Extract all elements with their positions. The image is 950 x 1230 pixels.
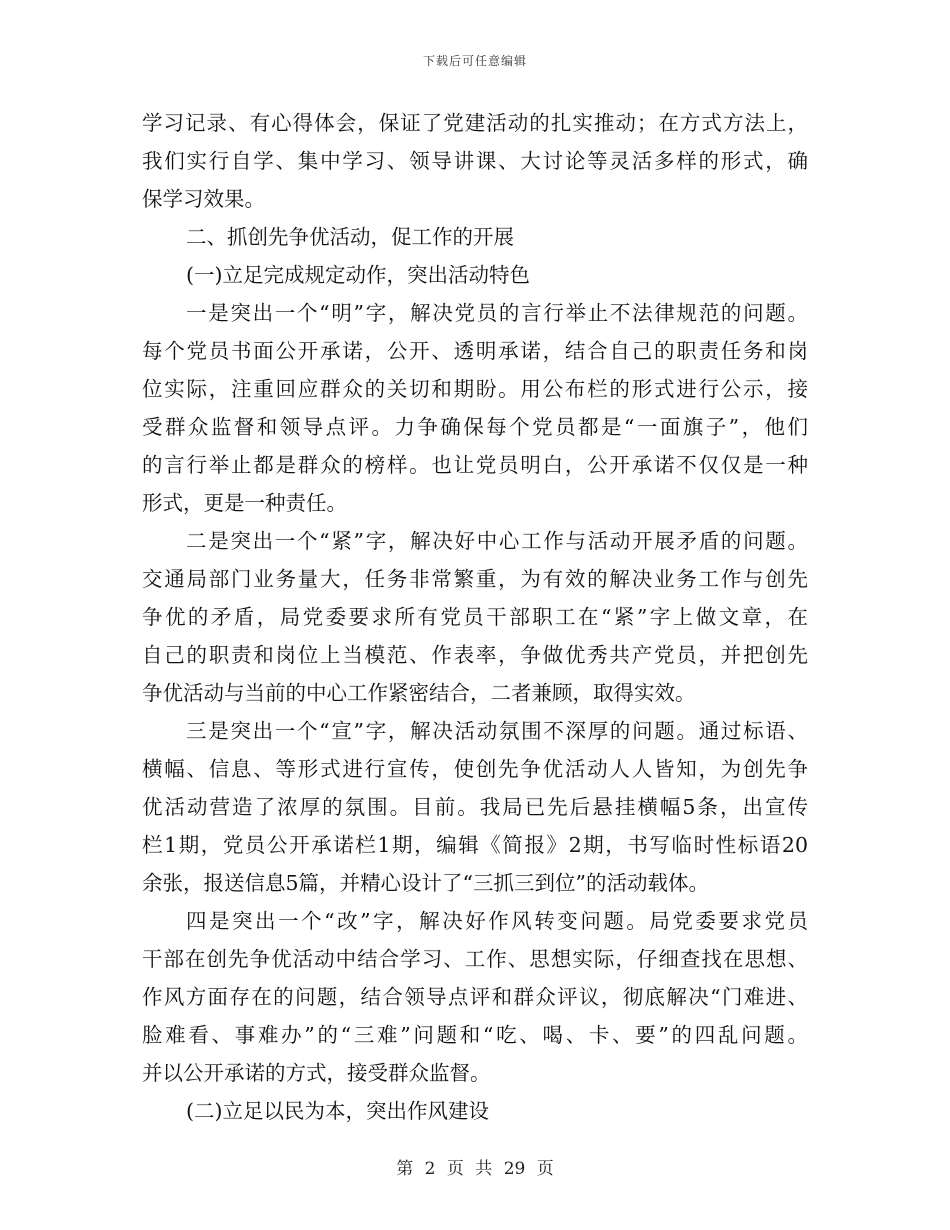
body-text xyxy=(142,104,808,1130)
text-line: 作风方面存在的问题，结合领导点评和群众评议，彻底解决“门难进、 xyxy=(142,985,808,1009)
paragraph xyxy=(142,522,808,712)
text-line: 脸难看、事难办”的“三难”问题和“吃、喝、卡、要”的四乱问题。 xyxy=(142,1023,808,1047)
paragraph xyxy=(142,712,808,902)
text-line: 争优活动与当前的中心工作紧密结合，二者兼顾，取得实效。 xyxy=(142,681,696,705)
header-note: 下载后可任意编辑 xyxy=(422,54,527,68)
text-line: 每个党员书面公开承诺，公开、透明承诺，结合自己的职责任务和岗 xyxy=(142,339,808,363)
text-line: 自己的职责和岗位上当模范、作表率，争做优秀共产党员，并把创先 xyxy=(142,643,808,667)
text-line: 干部在创先争优活动中结合学习、工作、思想实际，仔细查找在思想、 xyxy=(142,947,808,971)
text-line: 二是突出一个“紧”字，解决好中心工作与活动开展矛盾的问题。 xyxy=(186,529,808,553)
text-line: 的言行举止都是群众的榜样。也让党员明白，公开承诺不仅仅是一种 xyxy=(142,453,808,477)
text-line: 受群众监督和领导点评。力争确保每个党员都是“一面旗子”，他们 xyxy=(142,415,808,439)
text-line: 我们实行自学、集中学习、领导讲课、大讨论等灵活多样的形式，确 xyxy=(142,149,808,173)
text-line: 四是突出一个“改”字，解决好作风转变问题。局党委要求党员 xyxy=(186,909,808,933)
text-line: 二、抓创先争优活动，促工作的开展 xyxy=(186,225,514,249)
page-number-footer: 第 2 页 共 29 页 xyxy=(396,1159,554,1179)
text-line: 余张，报送信息5篇，并精心设计了“三抓三到位”的活动载体。 xyxy=(142,871,710,895)
paragraph xyxy=(142,294,808,522)
text-line: 三是突出一个“宣”字，解决活动氛围不深厚的问题。通过标语、 xyxy=(186,719,808,743)
text-line: 交通局部门业务量大，任务非常繁重，为有效的解决业务工作与创先 xyxy=(142,567,808,591)
subsection-heading xyxy=(142,256,808,294)
text-line: 位实际，注重回应群众的关切和期盼。用公布栏的形式进行公示，接 xyxy=(142,377,808,401)
text-line: 学习记录、有心得体会，保证了党建活动的扎实推动；在方式方法上， xyxy=(142,111,808,135)
section-heading xyxy=(142,218,808,256)
paragraph xyxy=(142,104,808,218)
text-line: (二)立足以民为本，突出作风建设 xyxy=(186,1099,489,1123)
subsection-heading xyxy=(142,1092,808,1130)
text-line: 争优的矛盾，局党委要求所有党员干部职工在“紧”字上做文章，在 xyxy=(142,605,808,629)
text-line: 横幅、信息、等形式进行宣传，使创先争优活动人人皆知，为创先争 xyxy=(142,757,808,781)
text-line: 栏1期，党员公开承诺栏1期，编辑《简报》2期，书写临时性标语20 xyxy=(142,833,808,857)
text-line: 并以公开承诺的方式，接受群众监督。 xyxy=(142,1061,491,1085)
text-line: 一是突出一个“明”字，解决党员的言行举止不法律规范的问题。 xyxy=(186,301,808,325)
text-line: 形式，更是一种责任。 xyxy=(142,491,347,515)
text-line: 优活动营造了浓厚的氛围。目前。我局已先后悬挂横幅5条，出宣传 xyxy=(142,795,808,819)
text-line: 保学习效果。 xyxy=(142,187,265,211)
paragraph xyxy=(142,902,808,1092)
text-line: (一)立足完成规定动作，突出活动特色 xyxy=(186,263,530,287)
